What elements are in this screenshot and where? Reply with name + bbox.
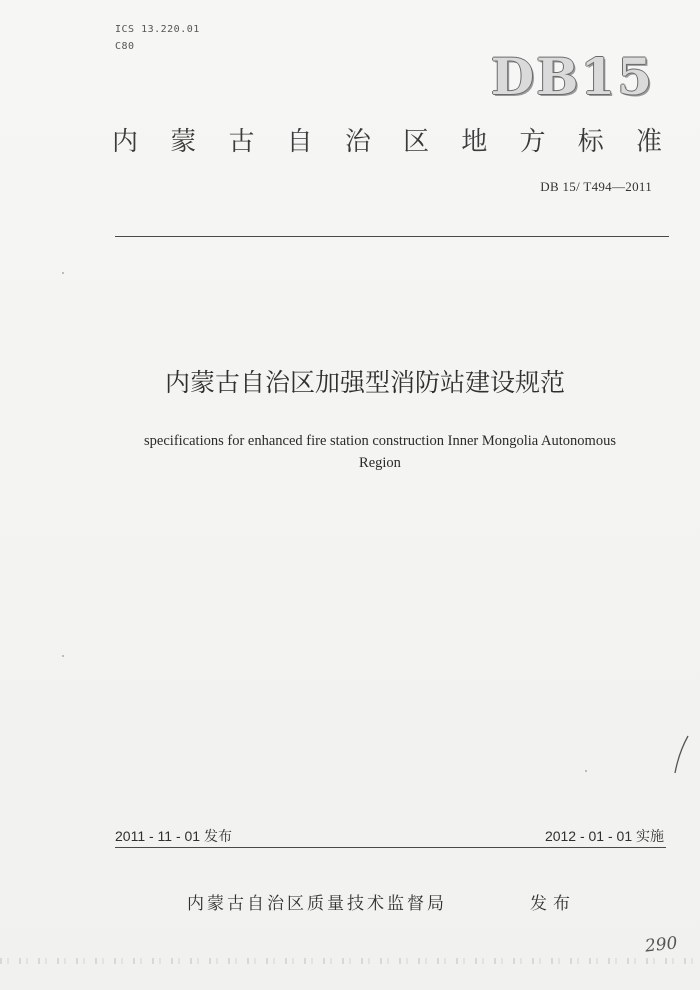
standard-type-char: 内: [112, 127, 139, 157]
db15-logo: DB15: [490, 47, 654, 106]
standard-type-char: 古: [228, 127, 255, 157]
publisher-name: 内蒙古自治区质量技术监督局: [187, 894, 447, 914]
document-title-chinese: 内蒙古自治区加强型消防站建设规范: [164, 368, 565, 397]
ics-code: ICS 13.220.01: [115, 24, 200, 35]
english-title-line: specifications for enhanced fire station construction Inner Mongolia Autonomous: [144, 433, 616, 449]
top-divider: [115, 236, 669, 237]
implementation-date: 2012 - 01 - 01 实施: [544, 828, 664, 844]
scan-noise-strip: [0, 958, 700, 964]
standard-type-heading: [112, 126, 662, 158]
classification-code: C80: [115, 41, 135, 52]
standard-type-char: 方: [519, 127, 546, 157]
standard-type-char: 地: [461, 127, 488, 157]
handwritten-page-note: 290: [644, 933, 679, 957]
standard-type-char: 自: [286, 127, 313, 157]
standard-type-char: 准: [635, 127, 662, 157]
scan-dot: [62, 272, 64, 274]
publish-label: 发布: [530, 894, 576, 914]
document-title-english: [90, 430, 670, 474]
issue-date: 2011 - 11 - 01 发布: [115, 828, 232, 844]
pen-stroke-mark: [672, 735, 690, 775]
standard-type-char: 蒙: [170, 127, 197, 157]
standard-type-char: 标: [577, 127, 604, 157]
standard-type-char: 治: [344, 127, 371, 157]
standard-number: DB 15/ T494—2011: [540, 179, 652, 194]
standard-type-char: 区: [403, 127, 430, 157]
english-title-line: Region: [359, 455, 401, 471]
bottom-divider: [115, 847, 666, 848]
scan-dot: [585, 770, 587, 772]
scan-dot: [62, 655, 64, 657]
